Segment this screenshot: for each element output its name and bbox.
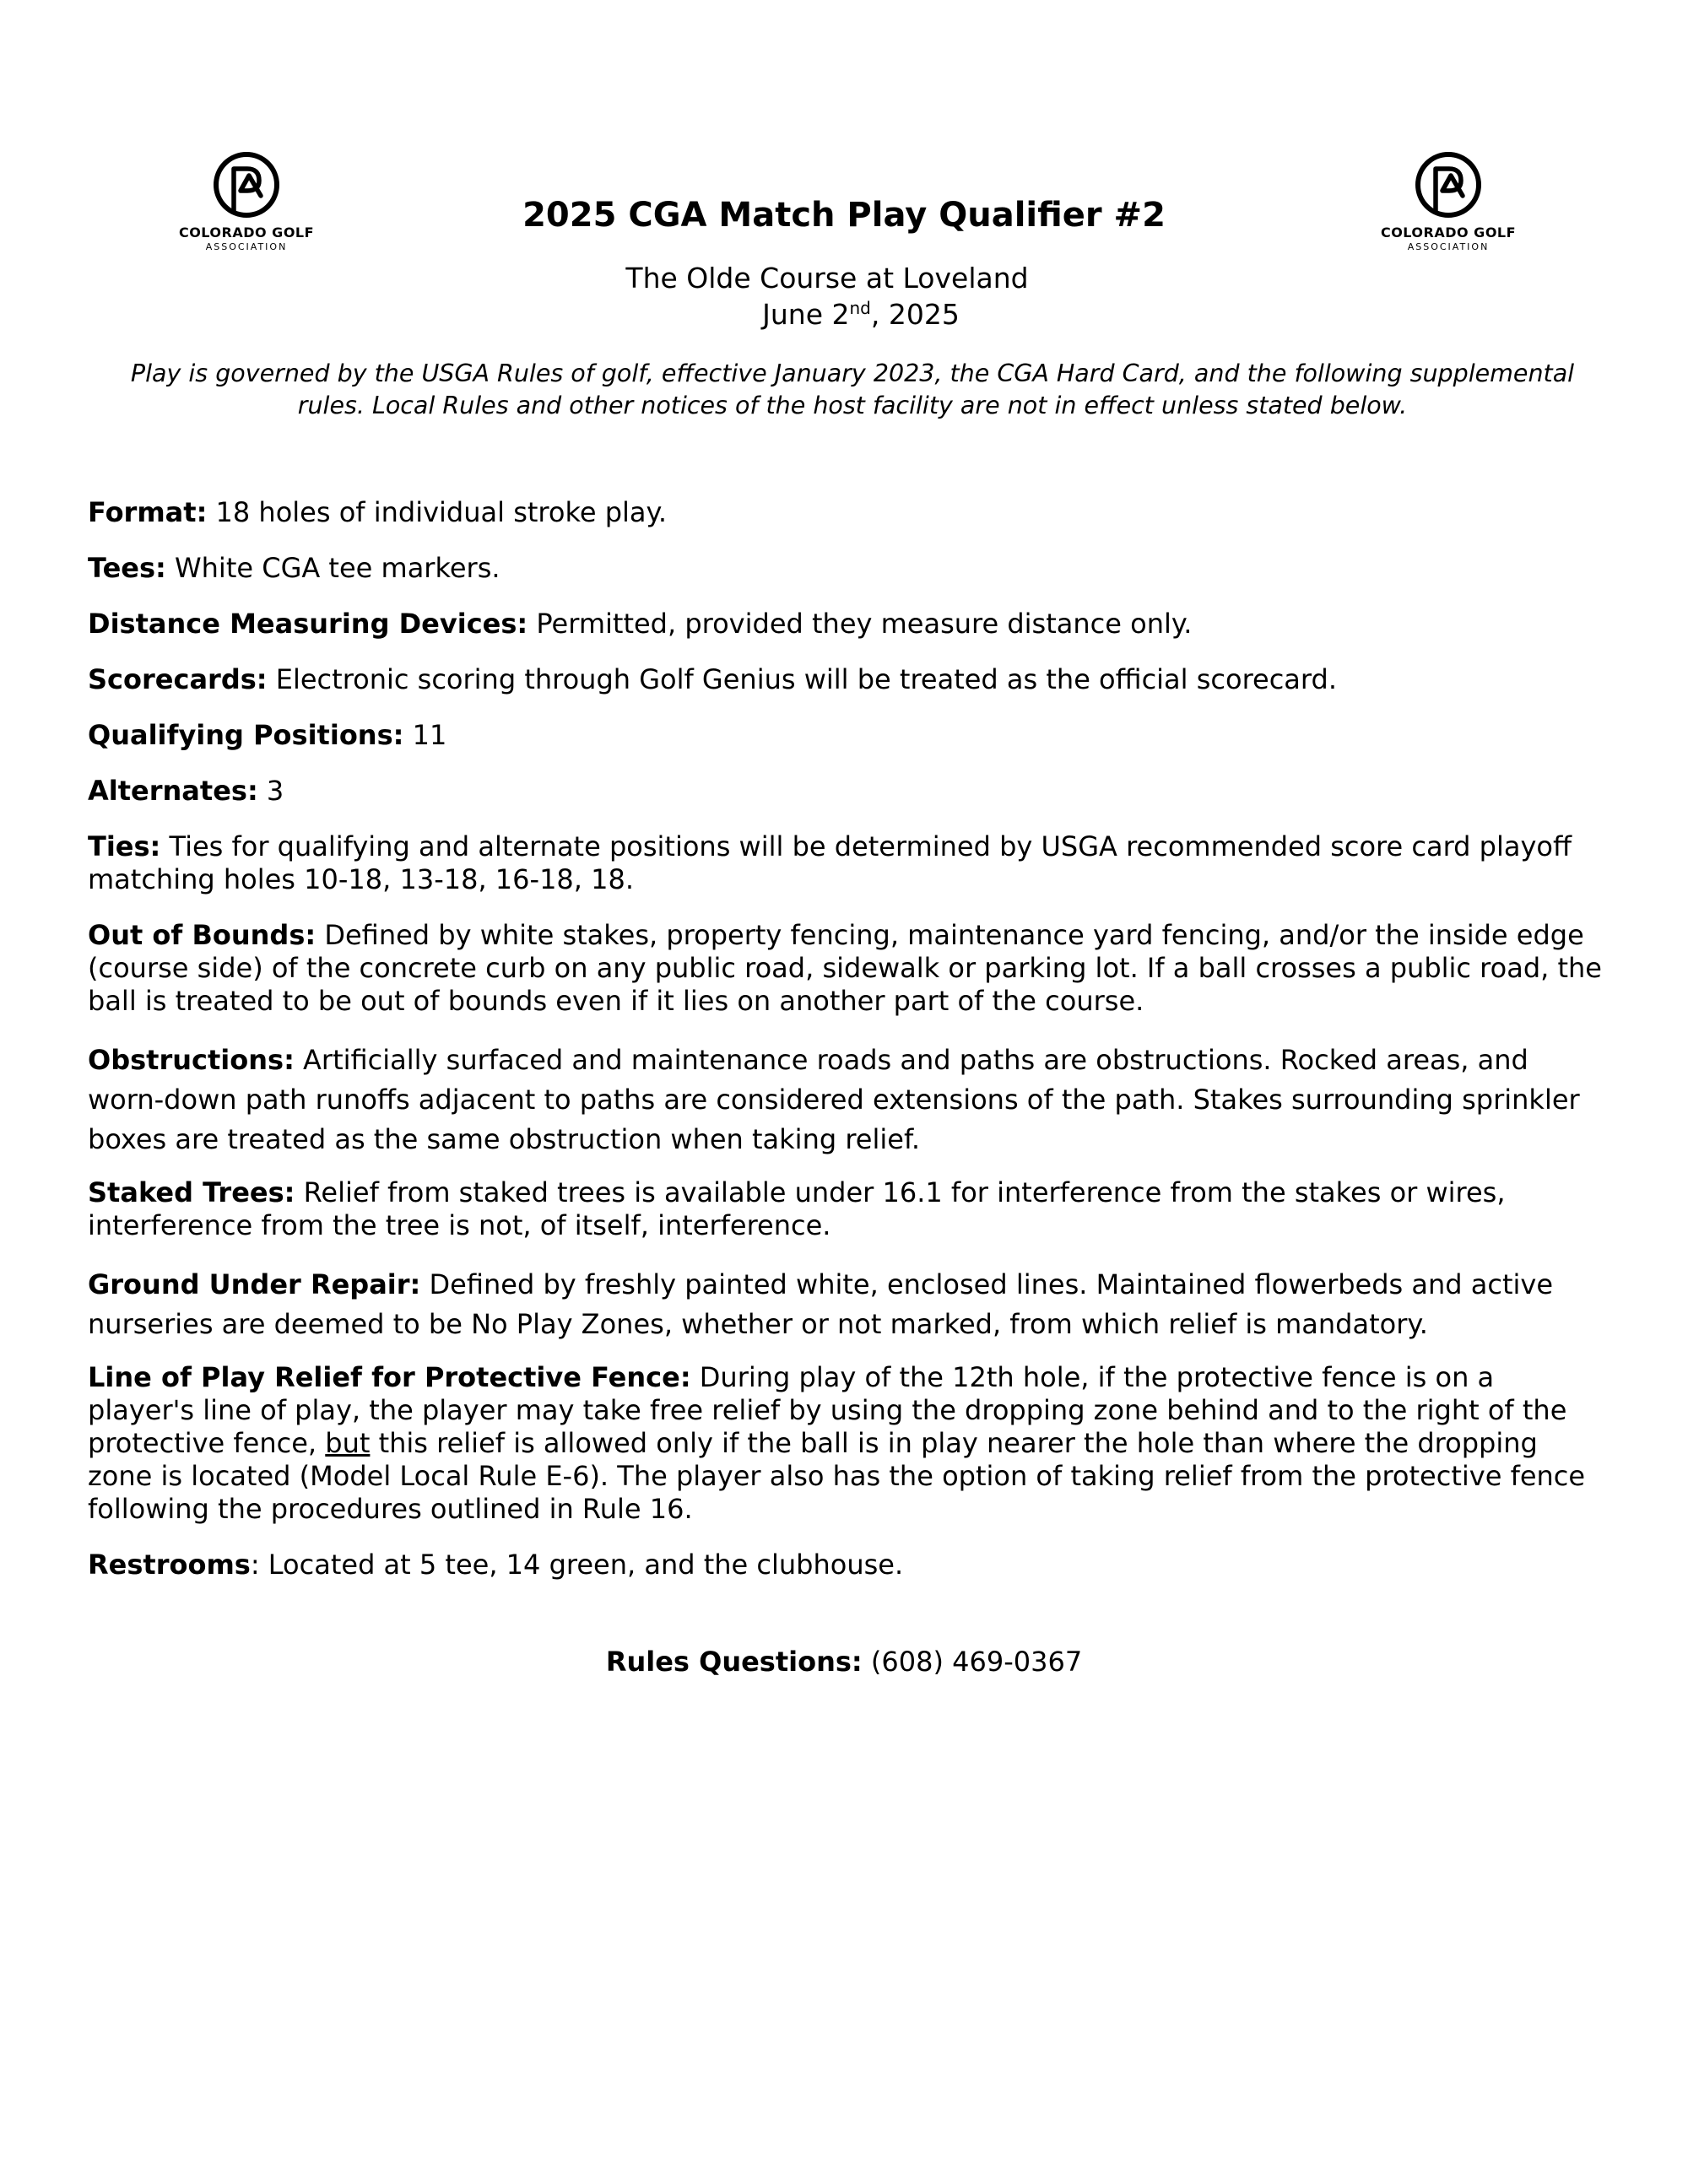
rule-text: Electronic scoring through Golf Genius will be treated as the official scorecard. bbox=[267, 663, 1337, 695]
rule-text: Ties for qualifying and alternate positions will be determined by USGA recommended score card playoff matching holes 10-18, 13-18, 16-18, 18. bbox=[88, 830, 1572, 895]
rules-questions-phone: (608) 469-0367 bbox=[862, 1646, 1083, 1678]
rule-format bbox=[88, 496, 1607, 529]
logo-sub: ASSOCIATION bbox=[1407, 241, 1490, 252]
rule-restrooms bbox=[88, 1549, 1607, 1581]
rule-text: this relief is allowed only if the ball is in play nearer the hole than where the dropping zone is located (Model Local Rule E-6). The player also has the option of taking relief from the protective fence following the procedures outlined in Rule 16. bbox=[88, 1427, 1586, 1525]
rule-text: 11 bbox=[403, 719, 447, 751]
rule-protective-fence bbox=[88, 1361, 1607, 1526]
rule-alternates bbox=[88, 775, 1607, 808]
rule-label: Line of Play Relief for Protective Fence: bbox=[88, 1361, 691, 1393]
rule-text: During play of the 12th hole, if the protective fence is on a player's line of play, the player may take free relief by using the dropping zone behind and to the right of the protective fence, bbox=[88, 1361, 1567, 1459]
logo-name: COLORADO GOLF bbox=[1380, 224, 1517, 241]
rule-label: Scorecards: bbox=[88, 663, 268, 695]
rule-text: 18 holes of individual stroke play. bbox=[207, 496, 668, 528]
page-title: 2025 CGA Match Play Qualifier #2 bbox=[522, 196, 1166, 235]
rule-label: Out of Bounds: bbox=[88, 919, 316, 951]
rule-label: Distance Measuring Devices: bbox=[88, 608, 528, 640]
rule-text: : Located at 5 tee, 14 green, and the clubhouse. bbox=[250, 1549, 904, 1581]
rule-text: Defined by white stakes, property fencing, maintenance yard fencing, and/or the inside edge (course side) of the concrete curb on any public road, sidewalk or parking lot. If a ball crosses a public road, the ball is treated to be out of bounds even if it lies on another part of the course. bbox=[88, 919, 1602, 1017]
rule-qualifying-positions bbox=[88, 719, 1607, 752]
rule-label: Format: bbox=[88, 496, 208, 528]
rules-list bbox=[88, 496, 1607, 1604]
rule-label: Obstructions: bbox=[88, 1044, 295, 1076]
intro-paragraph: Play is governed by the USGA Rules of golf, effective January 2023, the CGA Hard Card, and the following supplemental rules. Local Rules and other notices of the host facility are not in effect unless stated below. bbox=[130, 359, 1575, 419]
rules-questions-label: Rules Questions: bbox=[605, 1646, 863, 1678]
rule-ground-under-repair bbox=[88, 1265, 1607, 1344]
date-year: , 2025 bbox=[870, 298, 960, 331]
rule-text: White CGA tee markers. bbox=[165, 552, 500, 584]
date-suffix-sup: nd bbox=[849, 298, 871, 318]
rule-text: 3 bbox=[257, 775, 284, 807]
date-prefix: June 2 bbox=[762, 298, 850, 331]
rules-questions bbox=[0, 1646, 1688, 1678]
rule-label: Ties: bbox=[88, 830, 161, 862]
rule-label: Alternates: bbox=[88, 775, 258, 807]
event-date bbox=[34, 298, 1688, 331]
rule-text: Relief from staked trees is available under 16.1 for interference from the stakes or wires, interference from the tree is not, of itself, interference. bbox=[88, 1176, 1506, 1241]
rule-label: Ground Under Repair: bbox=[88, 1268, 421, 1300]
rule-distance-measuring-devices bbox=[88, 608, 1607, 641]
rule-text: Artificially surfaced and maintenance roads and paths are obstructions. Rocked areas, and worn-down path runoffs adjacent to paths are considered extensions of the path. Stakes surrounding sprinkler boxes are treated as the same obstruction when taking relief. bbox=[88, 1044, 1580, 1155]
rule-tees bbox=[88, 552, 1607, 585]
rule-text-underlined: but bbox=[325, 1427, 371, 1459]
rule-obstructions bbox=[88, 1041, 1607, 1160]
rule-staked-trees bbox=[88, 1176, 1607, 1242]
rule-label: Staked Trees: bbox=[88, 1176, 295, 1208]
rule-out-of-bounds bbox=[88, 919, 1607, 1018]
rule-ties bbox=[88, 830, 1607, 896]
rule-label: Qualifying Positions: bbox=[88, 719, 404, 751]
logo-name: COLORADO GOLF bbox=[178, 224, 315, 241]
rule-label: Restrooms bbox=[88, 1549, 251, 1581]
logo-sub: ASSOCIATION bbox=[205, 241, 288, 252]
rule-scorecards bbox=[88, 663, 1607, 696]
course-name: The Olde Course at Loveland bbox=[625, 262, 1029, 295]
rule-text: Permitted, provided they measure distance only. bbox=[528, 608, 1193, 640]
rule-text: Defined by freshly painted white, enclosed lines. Maintained flowerbeds and active nurseries are deemed to be No Play Zones, whether or not marked, from which relief is mandatory. bbox=[88, 1268, 1554, 1340]
rule-label: Tees: bbox=[88, 552, 166, 584]
